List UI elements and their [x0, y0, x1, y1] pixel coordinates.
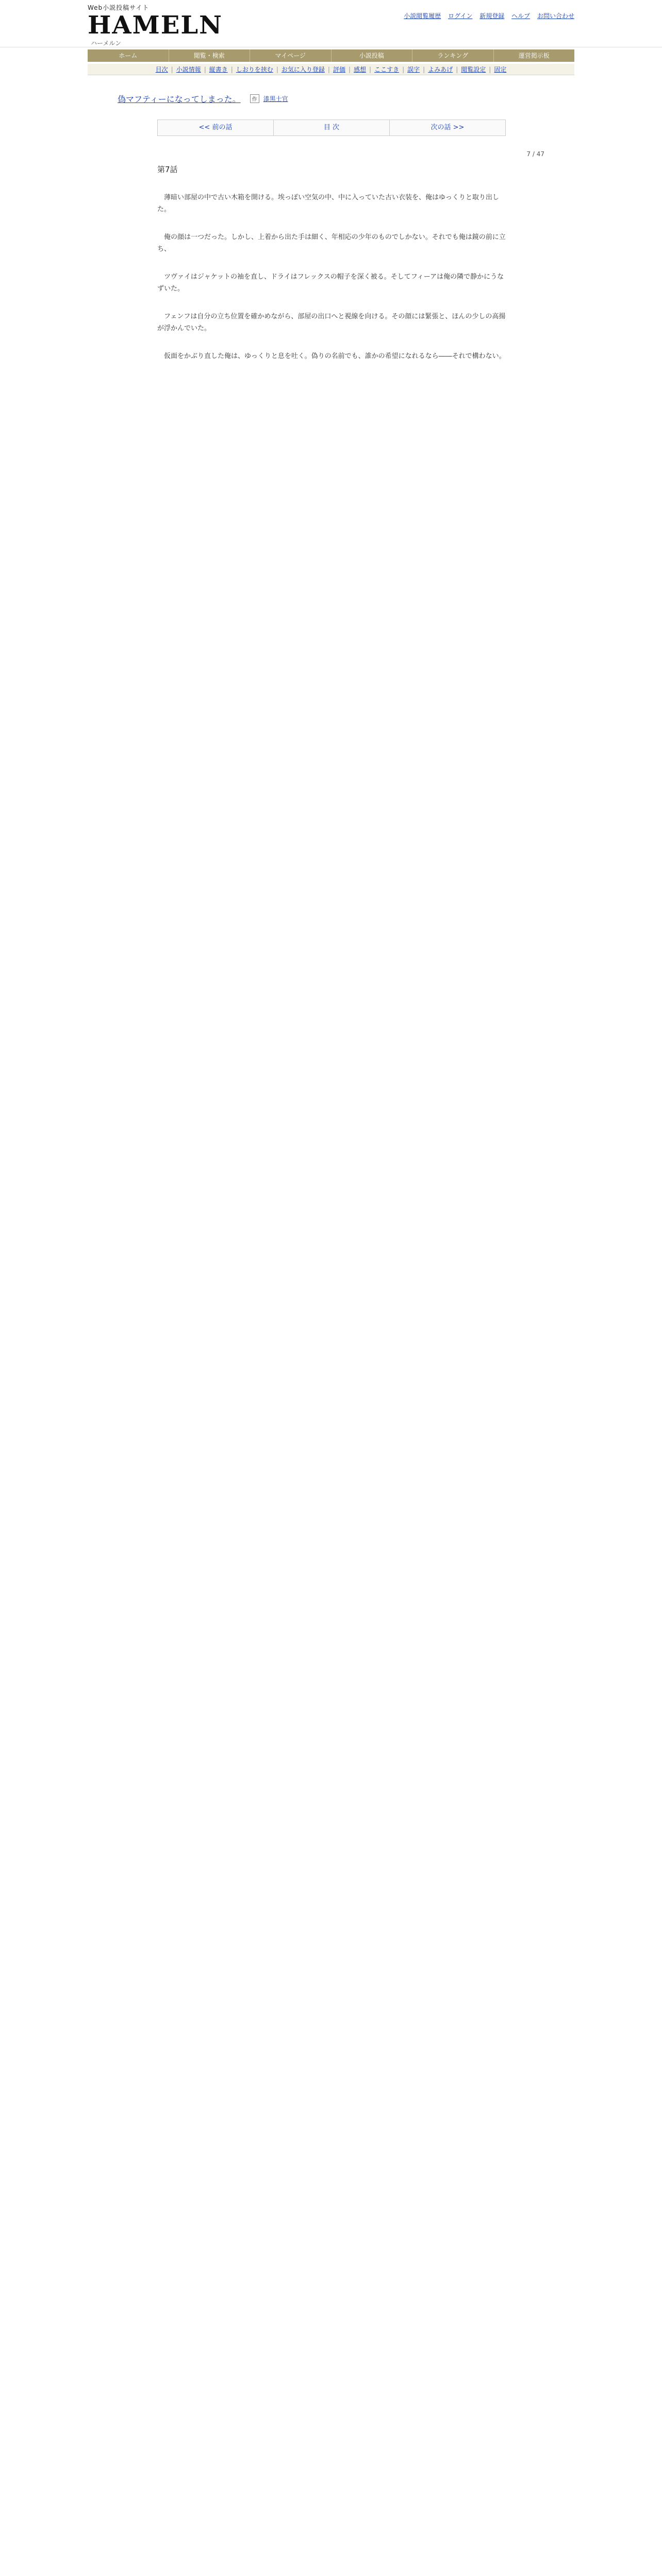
separator: |: [369, 66, 372, 73]
separator: |: [456, 66, 458, 73]
episode-nav: [157, 120, 506, 136]
separator: |: [204, 66, 206, 73]
separator: |: [348, 66, 351, 73]
top-link-help[interactable]: ヘルプ: [511, 12, 531, 20]
story-paragraph: ツヴァイはジャケットの袖を直し、ドライはフレックスの帽子を深く被る。そしてフィーアは俺の隣で静かにうなずいた。: [157, 273, 504, 293]
separator: |: [489, 66, 491, 73]
story-paragraph: 俺の顔は一つだった。しかし、上着から出た手は細く、年相応の少年のものでしかない。それでも俺は鏡の前に立ち、: [157, 233, 506, 253]
separator: |: [230, 66, 233, 73]
site-header: [0, 0, 662, 47]
toc-button[interactable]: 目 次: [274, 120, 390, 135]
separator: |: [327, 66, 330, 73]
top-link-login[interactable]: ログイン: [448, 12, 473, 20]
top-link-contact[interactable]: お問い合わせ: [537, 12, 574, 20]
novel-title-row: [118, 92, 544, 105]
story-paragraph: 仮面をかぶり直した俺は、ゆっくりと息を吐く。偽りの名前でも、誰かの希望になれるなら――それで構わない。: [157, 352, 506, 360]
logo-tagline: Web小説投稿サイト: [88, 4, 150, 11]
sub-nav-comment[interactable]: 感想: [354, 66, 367, 73]
sub-nav-toc[interactable]: 目次: [155, 66, 168, 73]
nav-tab-post[interactable]: 小説投稿: [332, 49, 413, 62]
separator: |: [171, 66, 173, 73]
nav-tab-ranking[interactable]: ランキング: [412, 49, 494, 62]
main-nav: [88, 49, 574, 62]
sub-nav-rate[interactable]: 評価: [333, 66, 345, 73]
separator: |: [276, 66, 278, 73]
nav-tab-mypage[interactable]: マイページ: [250, 49, 332, 62]
sub-nav-pin[interactable]: 固定: [494, 66, 507, 73]
sub-nav-typo[interactable]: 誤字: [407, 66, 420, 73]
author-box: 作: [250, 94, 259, 103]
sub-nav-readaloud[interactable]: よみあげ: [428, 66, 453, 73]
logo-subtext: ハーメルン: [91, 40, 122, 47]
story-paragraph: フェンフは自分の立ち位置を確かめながら、部屋の出口へと視線を向ける。その顔には緊張と、ほんの少しの高揚が浮かんでいた。: [157, 313, 506, 332]
author-label: [250, 94, 288, 103]
sub-nav-settings[interactable]: 閲覧設定: [461, 66, 486, 73]
sub-nav-info[interactable]: 小説情報: [176, 66, 201, 73]
episode-title: 第7話: [157, 165, 178, 174]
author-name[interactable]: 漆黒士官: [263, 95, 288, 103]
top-links: [399, 11, 574, 20]
sub-nav: [88, 64, 574, 75]
novel-title[interactable]: 偽マフティーになってしまった。: [118, 94, 241, 104]
sub-nav-kokosuki[interactable]: ここすき: [374, 66, 400, 73]
top-link-history[interactable]: 小説閲覧履歴: [404, 12, 441, 20]
story-paragraph: 薄暗い部屋の中で古い木箱を開ける。埃っぽい空気の中、中に入っていた古い衣装を、俺はゆっくりと取り出した。: [157, 194, 499, 213]
logo-mark: HAMELN: [88, 11, 223, 40]
nav-tab-browse[interactable]: 閲覧・検索: [169, 49, 251, 62]
separator: |: [423, 66, 425, 73]
prev-episode-button[interactable]: << 前の話: [158, 120, 274, 135]
nav-tab-board[interactable]: 運営掲示板: [494, 49, 575, 62]
separator: |: [402, 66, 405, 73]
site-logo[interactable]: [88, 3, 223, 47]
sub-nav-bookmark[interactable]: しおりを挟む: [236, 66, 273, 73]
top-link-register[interactable]: 新規登録: [479, 12, 505, 20]
next-episode-button[interactable]: 次の話 >>: [390, 120, 505, 135]
sub-nav-favorite[interactable]: お気に入り登録: [281, 66, 325, 73]
nav-tab-home[interactable]: ホーム: [88, 49, 169, 62]
page-count: 7 / 47: [526, 150, 544, 158]
story-content: [157, 192, 506, 378]
sub-nav-vertical[interactable]: 縦書き: [209, 66, 228, 73]
